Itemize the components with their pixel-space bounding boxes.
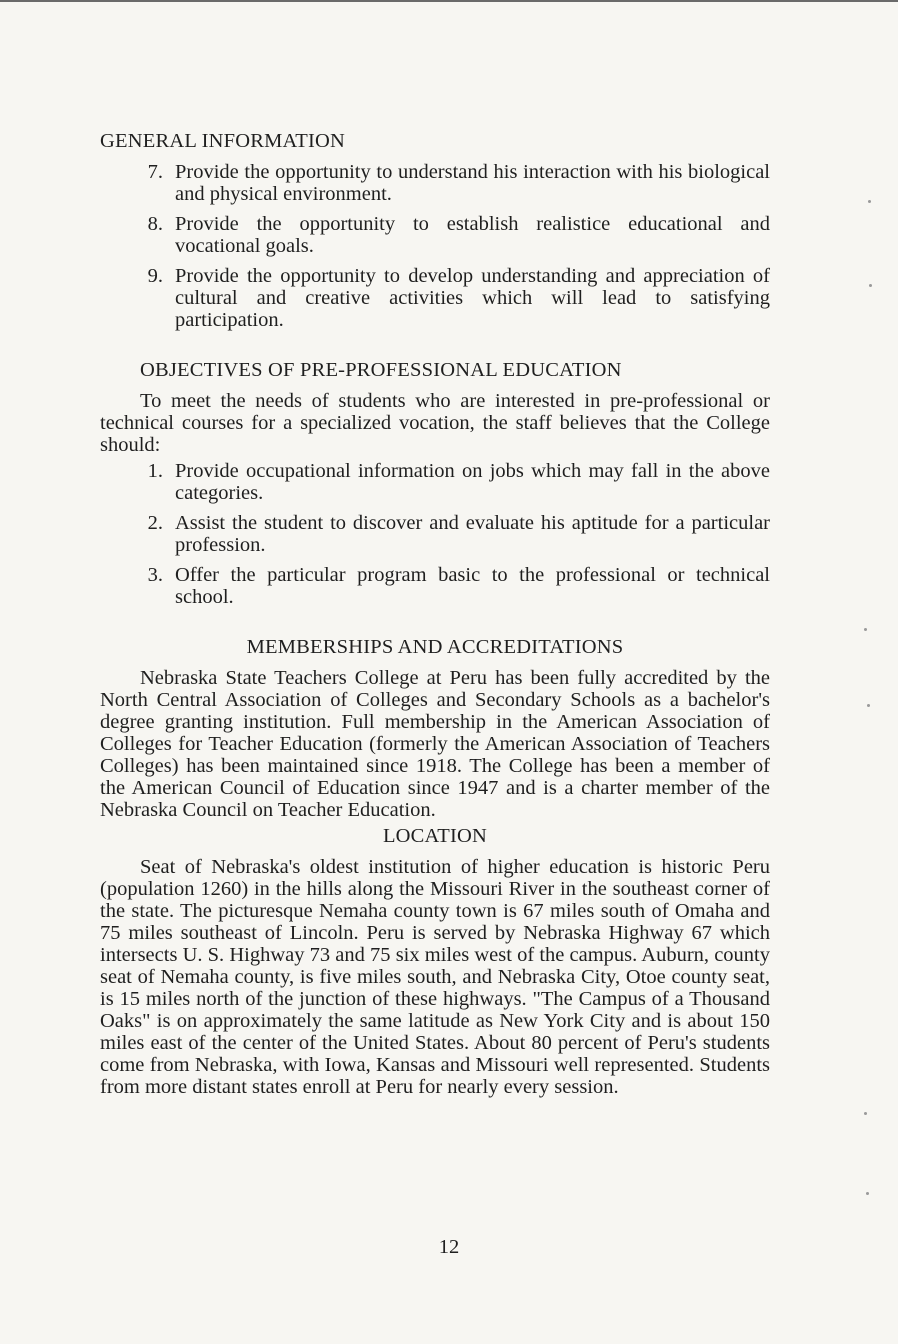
- memberships-body: Nebraska State Teachers College at Peru has been fully accredited by the North Central Association of Colleges and Secondary Schools as a bachelor's degree granting institution. Full membership in the American Association of Colleges for Teacher Education (formerly the American Association of Teachers Colleges) has been maintained since 1918. The College has been a member of the American Council of Education since 1947 and is a charter member of the Nebraska Council on Teacher Education.: [100, 667, 770, 821]
- scan-speck: [867, 704, 870, 707]
- list-item-text: Provide the opportunity to understand his interaction with his biological and physical environment.: [175, 161, 770, 205]
- general-information-list: [100, 161, 770, 331]
- scan-speck: [864, 628, 867, 631]
- list-item-text: Provide the opportunity to establish realistice educational and vocational goals.: [175, 213, 770, 257]
- list-item: [100, 460, 770, 504]
- list-item-number: 2.: [147, 512, 163, 534]
- pre-professional-heading: OBJECTIVES OF PRE-PROFESSIONAL EDUCATION: [140, 359, 622, 381]
- list-item-number: 7.: [147, 161, 163, 183]
- list-item: [100, 213, 770, 257]
- list-item-number: 3.: [147, 564, 163, 586]
- top-rule: [0, 0, 898, 2]
- page-number: 12: [438, 1236, 460, 1258]
- list-item-number: 8.: [147, 213, 163, 235]
- scan-speck: [866, 1192, 869, 1195]
- location-body: Seat of Nebraska's oldest institution of higher education is historic Peru (population 1260) in the hills along the Missouri River in the southeast corner of the state. The picturesque Nemaha county town is 67 miles south of Omaha and 75 miles southeast of Lincoln. Peru is served by Nebraska Highway 67 which intersects U. S. Highway 73 and 75 six miles west of the campus. Auburn, county seat of Nemaha county, is five miles south, and Nebraska City, Otoe county seat, is 15 miles north of the junction of these highways. "The Campus of a Thousand Oaks" is on approximately the same latitude as New York City and is about 150 miles east of the center of the United States. About 80 percent of Peru's students come from Nebraska, with Iowa, Kansas and Missouri well represented. Students from more distant states enroll at Peru for nearly every session.: [100, 856, 770, 1098]
- list-item-number: 1.: [147, 460, 163, 482]
- memberships-heading: MEMBERSHIPS AND ACCREDITATIONS: [246, 636, 624, 658]
- list-item-text: Provide occupational information on jobs which may fall in the above categories.: [175, 460, 770, 504]
- list-item: [100, 161, 770, 205]
- list-item-text: Offer the particular program basic to the professional or technical school.: [175, 564, 770, 608]
- list-item-text: Assist the student to discover and evaluate his aptitude for a particular profession.: [175, 512, 770, 556]
- list-item-number: 9.: [147, 265, 163, 287]
- list-item-text: Provide the opportunity to develop understanding and appreciation of cultural and creative activities which will lead to satisfying participation.: [175, 265, 770, 331]
- pre-professional-intro: To meet the needs of students who are interested in pre-professional or technical courses for a specialized vocation, the staff believes that the College should:: [100, 390, 770, 456]
- scan-speck: [869, 284, 872, 287]
- general-information-heading: GENERAL INFORMATION: [100, 130, 346, 152]
- scan-speck: [868, 200, 871, 203]
- pre-professional-list: [100, 460, 770, 608]
- document-page: [100, 130, 770, 1098]
- list-item: [100, 512, 770, 556]
- list-item: [100, 265, 770, 331]
- list-item: [100, 564, 770, 608]
- location-heading: LOCATION: [382, 825, 488, 847]
- scan-speck: [864, 1112, 867, 1115]
